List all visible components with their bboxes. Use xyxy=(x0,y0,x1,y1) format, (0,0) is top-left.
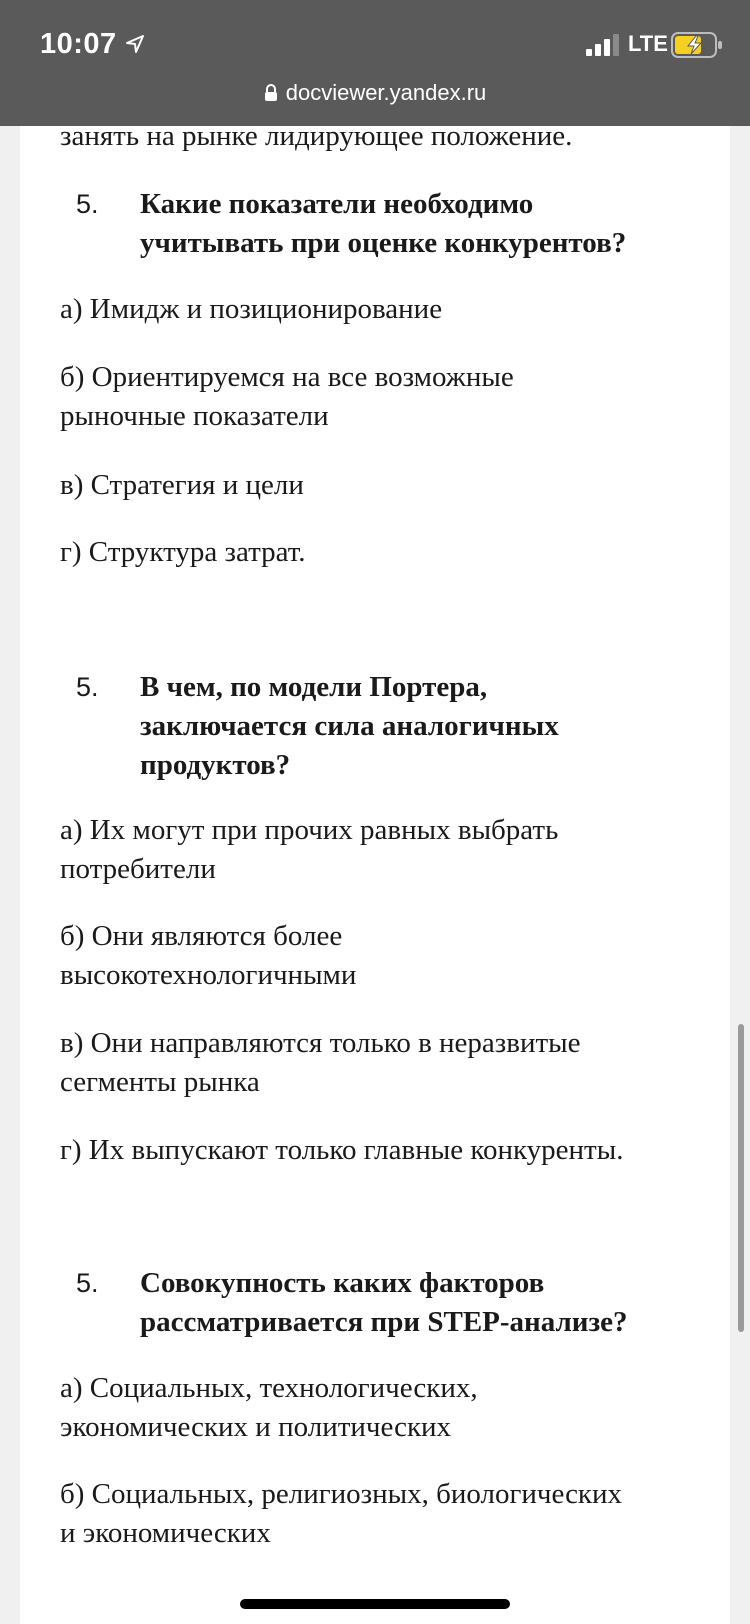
question-number: 5. xyxy=(76,1268,99,1298)
previous-paragraph: занять на рынке лидирующее положение. xyxy=(60,126,573,152)
clock: 10:07 xyxy=(40,28,117,60)
answer-line: а) Их могут при прочих равных выбрать xyxy=(60,814,559,846)
vertical-scrollbar[interactable] xyxy=(738,1024,744,1332)
question-heading xyxy=(76,1264,698,1342)
answer-line: рыночные показатели xyxy=(60,400,329,432)
answer-line: экономических и политических xyxy=(60,1411,452,1443)
answer-option: г) Структура затрат. xyxy=(60,536,306,568)
question-heading xyxy=(76,185,698,263)
answer-line: б) Они являются более xyxy=(60,920,343,952)
answer-option xyxy=(60,1024,710,1102)
status-bar xyxy=(0,0,750,126)
page-url: docviewer.yandex.ru xyxy=(285,80,487,105)
question-text-line: Какие показатели необходимо xyxy=(140,188,534,220)
answer-line: а) Социальных, технологических, xyxy=(60,1372,478,1404)
answer-option: г) Их выпускают только главные конкуренты. xyxy=(60,1134,624,1166)
question-text-line: заключается сила аналогичных xyxy=(140,710,559,742)
answer-option xyxy=(60,917,710,995)
answer-line: в) Они направляются только в неразвитые xyxy=(60,1027,581,1059)
answer-line: и экономических xyxy=(60,1517,271,1549)
answer-line: б) Ориентируемся на все возможные xyxy=(60,361,514,393)
answer-line: потребители xyxy=(60,853,216,885)
home-indicator[interactable] xyxy=(240,1599,510,1609)
battery-charging-icon xyxy=(671,32,723,58)
question-text-line: рассматривается при STEP-анализе? xyxy=(140,1306,628,1338)
lock-icon xyxy=(264,84,278,102)
question-text-line: продуктов? xyxy=(140,749,291,781)
answer-option xyxy=(60,1475,710,1553)
answer-option xyxy=(60,811,710,889)
address-bar[interactable] xyxy=(0,80,750,106)
question-text-line: В чем, по модели Портера, xyxy=(140,671,488,703)
answer-line: высокотехнологичными xyxy=(60,959,357,991)
cellular-signal-icon xyxy=(586,34,624,56)
question-number: 5. xyxy=(76,672,99,702)
answer-option xyxy=(60,358,710,436)
document-page xyxy=(20,126,730,1624)
question-text-line: учитывать при оценке конкурентов? xyxy=(140,227,627,259)
answer-option: а) Имидж и позиционирование xyxy=(60,293,443,325)
question-heading xyxy=(76,668,698,785)
question-number: 5. xyxy=(76,189,99,219)
location-arrow-icon xyxy=(124,33,146,55)
answer-option: в) Стратегия и цели xyxy=(60,469,304,501)
question-text-line: Совокупность каких факторов xyxy=(140,1267,545,1299)
answer-line: б) Социальных, религиозных, биологических xyxy=(60,1478,623,1510)
answer-line: сегменты рынка xyxy=(60,1066,260,1098)
answer-option xyxy=(60,1369,710,1447)
document-viewer[interactable] xyxy=(0,126,750,1624)
network-type: LTE xyxy=(628,31,668,56)
